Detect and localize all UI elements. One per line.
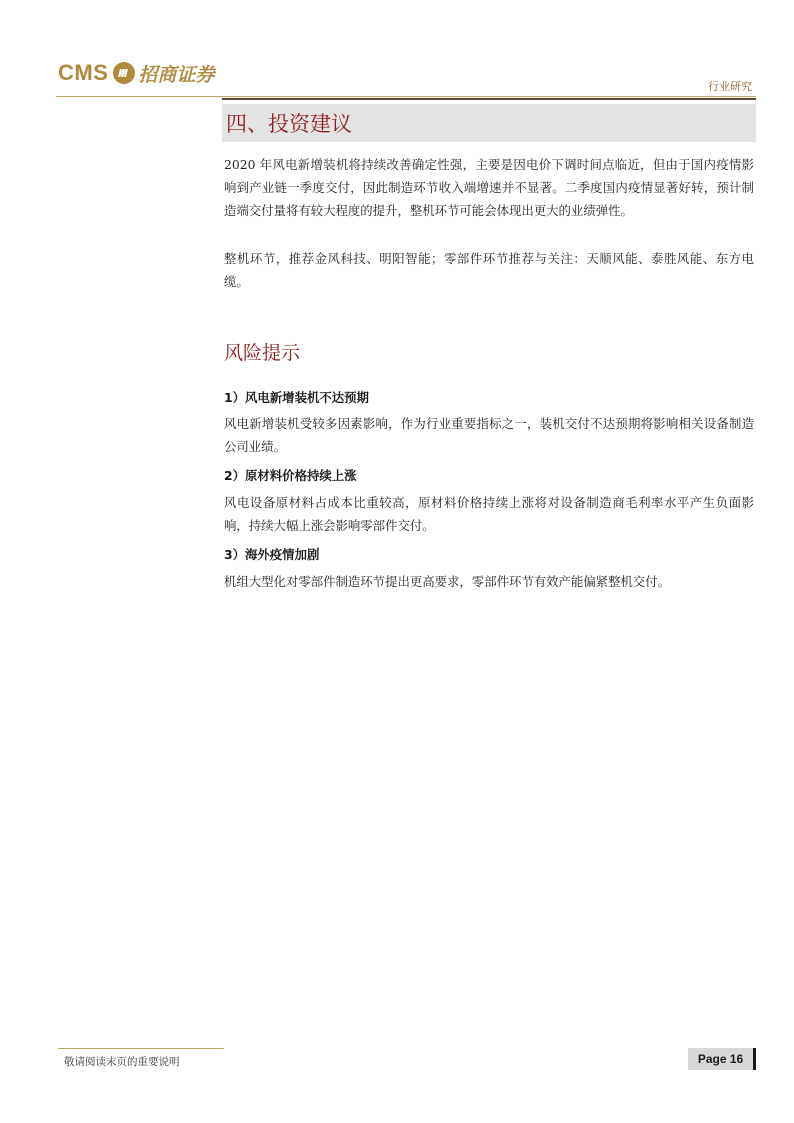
risk-section-title: 风险提示 (224, 342, 301, 364)
company-logo (58, 58, 214, 88)
risk-paragraph: 风电设备原材料占成本比重较高，原材料价格持续上涨将对设备制造商毛利率水平产生负面影响，持续大幅上涨会影响零部件交付。 (224, 495, 754, 533)
risk-paragraph: 风电新增装机受较多因素影响，作为行业重要指标之一，装机交付不达预期将影响相关设备制造公司业绩。 (224, 416, 754, 454)
risk-heading: 1）风电新增装机不达预期 (224, 390, 369, 405)
body-paragraph: 整机环节，推荐金风科技、明阳智能；零部件环节推荐与关注：天顺风能、泰胜风能、东方电缆。 (224, 251, 754, 289)
logo-chinese-text: 招商证券 (138, 63, 215, 86)
footer-divider (58, 1048, 224, 1049)
page-number: Page 16 (697, 1052, 744, 1066)
page-number-badge (688, 1048, 756, 1070)
header-divider (56, 96, 756, 97)
report-category: 行业研究 (708, 80, 752, 93)
logo-latin-text: CMS (58, 60, 109, 85)
risk-heading: 2）原材料价格持续上涨 (224, 468, 357, 483)
risk-paragraph: 机组大型化对零部件制造环节提出更高要求，零部件环节有效产能偏紧整机交付。 (224, 574, 671, 589)
section-title: 四、投资建议 (226, 112, 352, 136)
risk-heading: 3）海外疫情加剧 (224, 547, 320, 562)
section-heading-bar (222, 104, 756, 142)
header-divider-dark (222, 98, 756, 100)
brand-emblem-icon (112, 61, 136, 85)
disclaimer-note: 敬请阅读末页的重要说明 (64, 1056, 180, 1068)
body-paragraph: 2020 年风电新增装机将持续改善确定性强，主要是因电价下调时间点临近，但由于国内疫情影响到产业链一季度交付，因此制造环节收入端增速并不显著。二季度国内疫情显著好转，预计制造端交付量将有较大程度的提升，整机环节可能会体现出更大的业绩弹性。 (224, 157, 754, 218)
